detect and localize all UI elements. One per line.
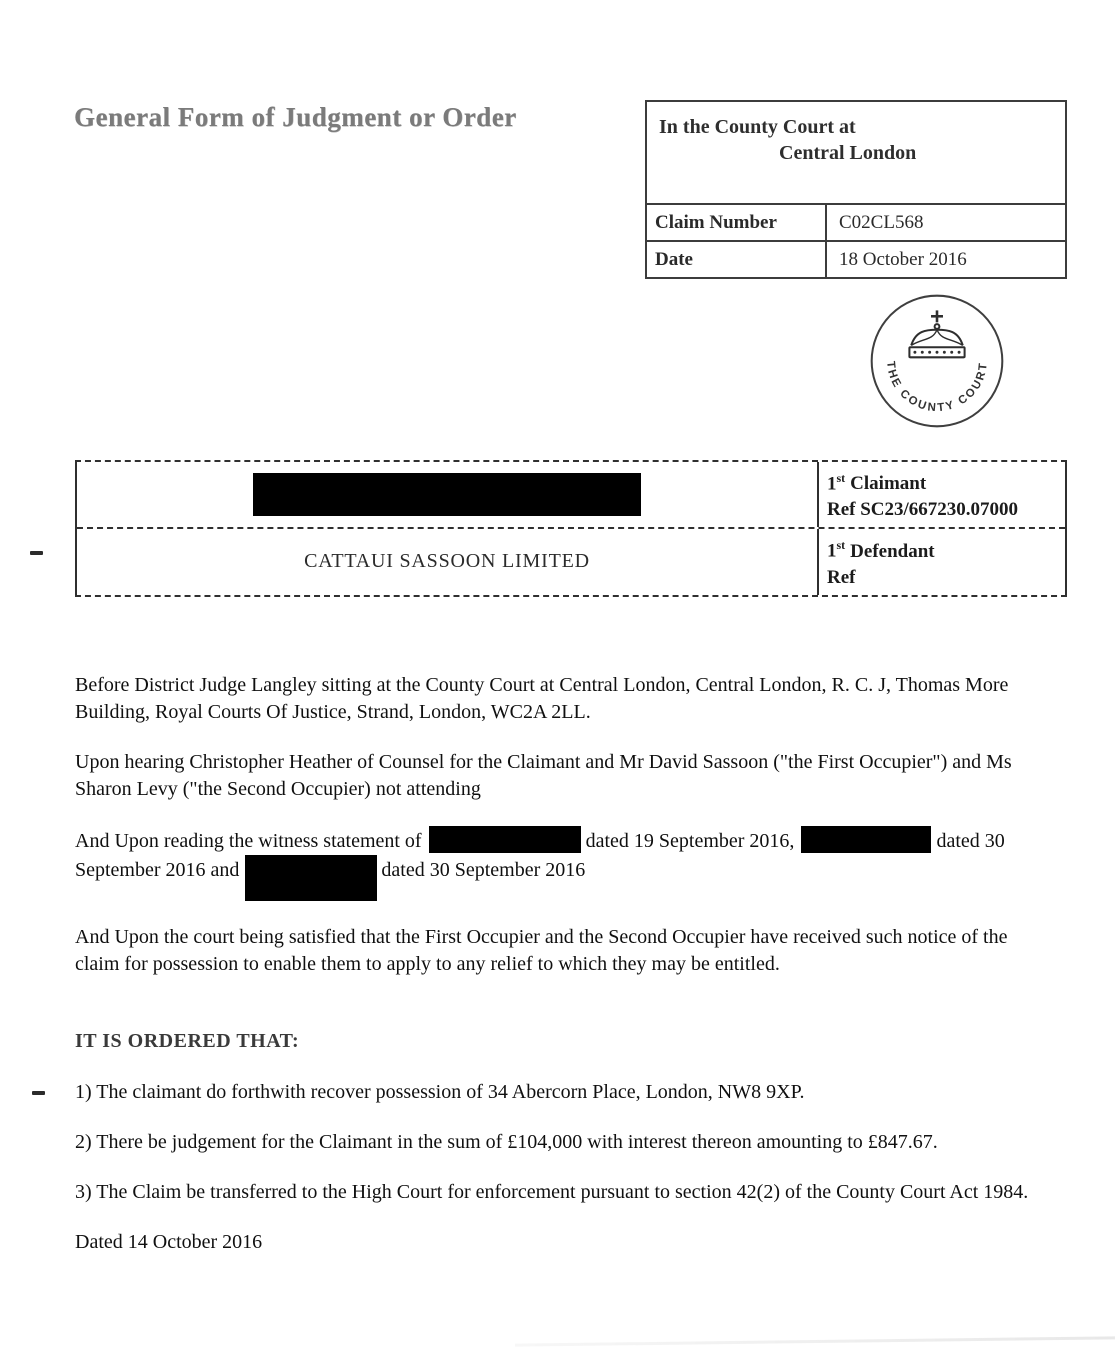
county-court-seal bbox=[868, 292, 1006, 430]
crown-icon bbox=[909, 310, 964, 357]
redaction-bar bbox=[253, 473, 641, 516]
seal-text-curved: THE COUNTY COURT bbox=[884, 360, 990, 415]
parties-table bbox=[75, 460, 1067, 597]
court-info-box bbox=[645, 100, 1067, 279]
defendant-role-cell bbox=[819, 529, 1065, 594]
date-value: 18 October 2016 bbox=[839, 248, 967, 270]
order-item-2: 2) There be judgement for the Claimant in the sum of £104,000 with interest thereon amounting to £847.67. bbox=[75, 1131, 938, 1153]
paragraph-witness-statements: And Upon reading the witness statement of dated 19 September 2016, dated 30 September 2016 and dated 30 September 2016 bbox=[75, 826, 1052, 901]
paragraph-upon-hearing: Upon hearing Christopher Heather of Counsel for the Claimant and Mr David Sassoon ("the First Occupier") and Ms Sharon Levy ("the Second Occupier) not attending bbox=[75, 751, 1012, 800]
margin-dash-mark bbox=[32, 1091, 45, 1095]
court-name-line2: Central London bbox=[779, 142, 917, 164]
defendant-name: CATTAUI SASSOON LIMITED bbox=[304, 550, 590, 573]
dated-line: Dated 14 October 2016 bbox=[75, 1231, 263, 1253]
scan-artifact-line bbox=[515, 1336, 1115, 1346]
court-name-line1: In the County Court at bbox=[659, 116, 856, 138]
date-label: Date bbox=[647, 242, 827, 277]
paragraph-court-satisfied: And Upon the court being satisfied that the First Occupier and the Second Occupier have received such notice of the claim for possession to enable them to apply to any relief to which they may be entitled. bbox=[75, 926, 1008, 975]
order-item-1: 1) The claimant do forthwith recover possession of 34 Abercorn Place, London, NW8 9XP. bbox=[75, 1081, 805, 1103]
defendant-row bbox=[77, 527, 1065, 594]
claim-number-row bbox=[647, 205, 1065, 240]
court-name-cell bbox=[647, 102, 1065, 205]
claimant-role-line: 1st Claimant bbox=[827, 471, 927, 495]
document-title: General Form of Judgment or Order bbox=[74, 102, 517, 132]
paragraph-before-judge: Before District Judge Langley sitting at the County Court at Central London, Central London, R. C. J, Thomas More Building, Royal Courts Of Justice, Strand, London, WC2A 2LL. bbox=[75, 674, 1009, 723]
defendant-name-cell bbox=[77, 529, 819, 594]
redaction-bar bbox=[801, 826, 931, 853]
ordered-heading: IT IS ORDERED THAT: bbox=[75, 1030, 300, 1052]
defendant-role-line: 1st Defendant bbox=[827, 538, 935, 562]
claimant-ref: Ref SC23/667230.07000 bbox=[827, 499, 1019, 521]
order-item-3: 3) The Claim be transferred to the High Court for enforcement pursuant to section 42(2) of the County Court Act 1984. bbox=[75, 1181, 1029, 1203]
redaction-bar bbox=[245, 855, 377, 901]
claimant-name-cell bbox=[77, 462, 819, 527]
redaction-bar bbox=[429, 826, 581, 853]
date-row bbox=[647, 240, 1065, 277]
claimant-role-cell bbox=[819, 462, 1065, 527]
defendant-ref: Ref bbox=[827, 566, 856, 588]
order-body bbox=[75, 672, 1052, 1279]
margin-dash-mark bbox=[30, 551, 43, 555]
claimant-row bbox=[77, 462, 1065, 527]
claim-number-value: C02CL568 bbox=[839, 211, 924, 233]
claim-number-label: Claim Number bbox=[647, 205, 827, 240]
